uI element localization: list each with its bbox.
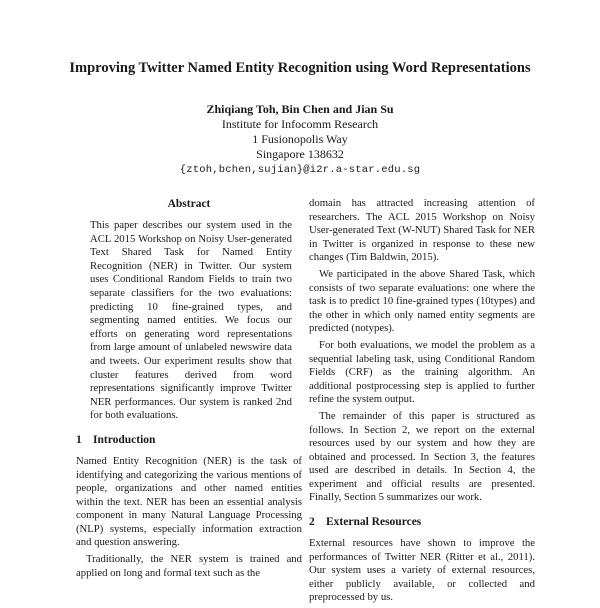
section-number: 2	[309, 516, 315, 529]
intro-paragraph: The remainder of this paper is structured as follows. In Section 2, we report on the external resources used by our system and how they are obtained and processed. In Section 3, the features used are described in details. In Section 4, the experiment and official results are presented. Finally, Section 5 summarizes our work.	[309, 409, 535, 504]
paper-authors: Zhiqiang Toh, Bin Chen and Jian Su	[206, 102, 394, 116]
affiliation-line: Singapore 138632	[256, 147, 344, 161]
author-email: {ztoh,bchen,sujian}@i2r.a-star.edu.sg	[179, 164, 421, 176]
abstract-text: This paper describes our system used in the ACL 2015 Workshop on Noisy User-generated Text Shared Task for Named Entity Recognition (NER) in Twitter. Our system uses Conditional Random Fields to train two separate classifiers for the two evaluations: predicting 10 fine-grained types, and segmenting named entities. We focus our efforts on generating word representations from large amount of unlabeled newswire data and tweets. Our experiment results show that cluster features derived from word representations significantly improve Twitter NER performances. Our system is ranked 2nd for both evaluations.	[90, 219, 292, 422]
affiliation-line: Institute for Infocomm Research	[221, 117, 379, 131]
left-column	[76, 197, 302, 583]
section-title: External Resources	[326, 516, 422, 529]
right-column	[309, 197, 535, 608]
external-paragraph: External resources have shown to improve the performances of Twitter NER (Ritter et al., 2011). Our system uses a variety of external resources, either publicly available, or collected and preprocessed by us.	[309, 537, 535, 604]
intro-paragraph: Traditionally, the NER system is trained and applied on long and formal text such as the	[76, 553, 302, 579]
affiliation-line: 1 Fusionopolis Way	[252, 132, 348, 146]
intro-paragraph: Named Entity Recognition (NER) is the task of identifying and categorizing the various mentions of people, organizations and other named entities within the text. NER has been an essential analysis component in many Natural Language Processing (NLP) systems, especially information extraction and question answering.	[76, 454, 302, 549]
section-number: 1	[76, 433, 82, 446]
intro-paragraph: We participated in the above Shared Task, which consists of two separate evaluations: one where the task is to predict 10 fine-grained types (10types) and the other in which only named entity segments are predicted (notypes).	[309, 267, 535, 335]
paper-title: Improving Twitter Named Entity Recognition using Word Representations	[69, 60, 531, 76]
section-title: Introduction	[93, 433, 156, 446]
intro-continuation: domain has attracted increasing attention of researchers. The ACL 2015 Workshop on Noisy User-generated Text (W-NUT) Shared Task for NER in Twitter is organized in response to these new changes (Tim Baldwin, 2015).	[309, 197, 535, 264]
section-heading-introduction	[76, 433, 302, 447]
section-heading-external-resources	[309, 515, 535, 529]
intro-paragraph: For both evaluations, we model the problem as a sequential labeling task, using Conditional Random Fields (CRF) as the training algorithm. An additional postprocessing step is applied to further refine the system output.	[309, 338, 535, 406]
affiliation-block	[100, 117, 500, 162]
abstract-heading: Abstract	[167, 198, 211, 210]
